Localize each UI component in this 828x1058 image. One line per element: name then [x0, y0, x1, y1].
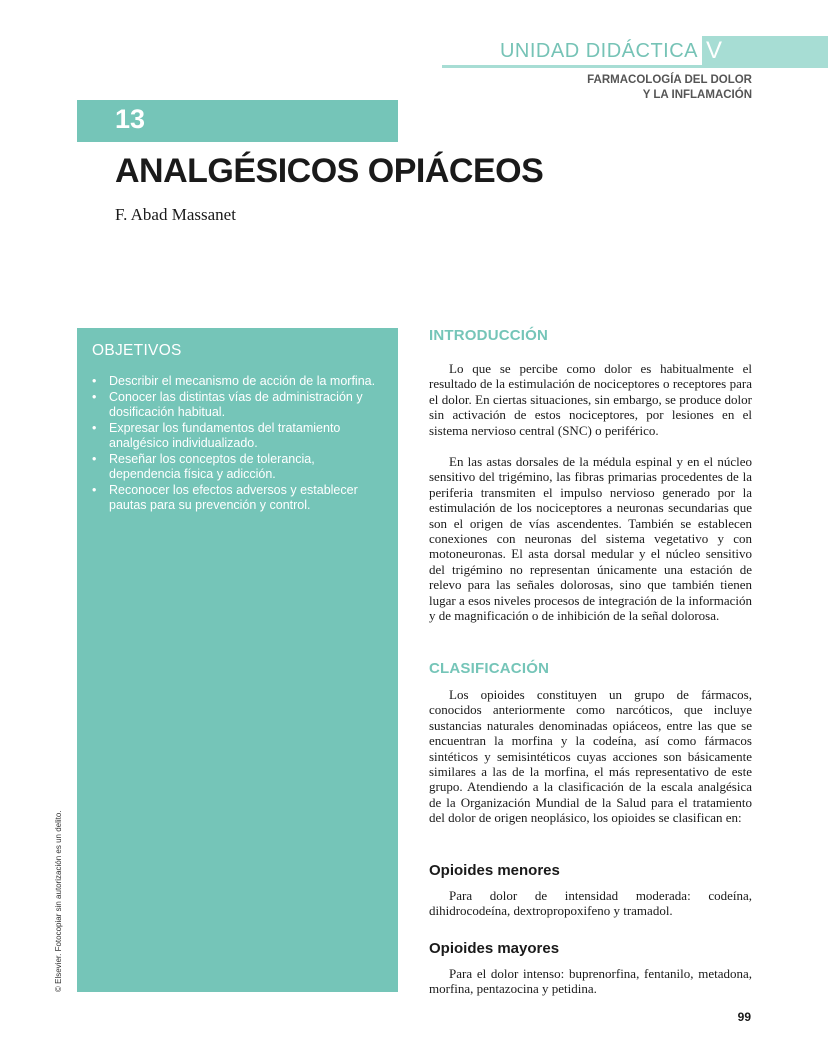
intro-paragraph-1: Lo que se percibe como dolor es habitualmente el resultado de la estimulación de nociceptores o receptores para el dolor. En ciertas situaciones, sin embargo, se produce dolor sin activación de estos nociceptores, por lesiones en el sistema nervioso central (SNC) o periférico. — [429, 361, 752, 438]
objective-item: • Conocer las distintas vías de administración y dosificación habitual. — [109, 390, 376, 421]
classification-heading: CLASIFICACIÓN — [429, 660, 550, 677]
subject-line-1: FARMACOLOGÍA DEL DOLOR — [587, 74, 752, 86]
objectives-heading: OBJETIVOS — [92, 342, 182, 359]
subject-heading — [587, 73, 752, 103]
objective-item: • Expresar los fundamentos del tratamiento analgésico individualizado. — [109, 421, 376, 452]
chapter-author: F. Abad Massanet — [115, 205, 236, 224]
chapter-number: 13 — [115, 104, 146, 134]
major-opioids-paragraph: Para el dolor intenso: buprenorfina, fentanilo, metadona, morfina, pentazocina y petidina. — [429, 966, 752, 997]
chapter-title: ANALGÉSICOS OPIÁCEOS — [115, 152, 544, 190]
unit-header — [442, 36, 828, 66]
intro-heading: INTRODUCCIÓN — [429, 327, 549, 344]
unit-number: V — [702, 36, 828, 66]
objectives-box — [77, 328, 398, 992]
major-opioids-heading: Opioides mayores — [429, 940, 560, 957]
objective-item: • Reconocer los efectos adversos y establecer pautas para su prevención y control. — [109, 483, 376, 514]
chapter-band — [77, 100, 398, 142]
objective-item: • Reseñar los conceptos de tolerancia, dependencia física y adicción. — [109, 452, 376, 483]
objectives-list — [92, 374, 376, 514]
objective-item: • Describir el mecanismo de acción de la morfina. — [109, 374, 376, 390]
page-number: 99 — [737, 1010, 751, 1024]
minor-opioids-heading: Opioides menores — [429, 862, 560, 879]
subject-line-2: Y LA INFLAMACIÓN — [642, 89, 752, 101]
copyright-note: © Elsevier. Fotocopiar sin autorización es un delito. — [54, 810, 63, 992]
classification-paragraph: Los opioides constituyen un grupo de fármacos, conocidos anteriormente como narcóticos, que incluye sustancias naturales denominadas opiáceos, entre las que se encuentran la morfina y la codeína, así como fármacos sintéticos y semisintéticos cuyas acciones son básicamente similares a las de la morfina, el más representativo de este grupo. Atendiendo a la clasificación de la escala analgésica de la Organización Mundial de la Salud para el tratamiento del dolor de origen neoplásico, los opioides se clasifican en: — [429, 687, 752, 826]
minor-opioids-paragraph: Para dolor de intensidad moderada: codeína, dihidrocodeína, dextropropoxifeno y tramadol. — [429, 888, 752, 919]
unit-rule — [442, 65, 828, 68]
intro-paragraph-2: En las astas dorsales de la médula espinal y en el núcleo sensitivo del trigémino, las fibras primarias procedentes de la periferia transmiten el impulso nervioso generado por la estimulación de los nociceptores a neuronas secundarias que son el origen de vías ascendentes. También se establecen conexiones con neuronas del sistema vegetativo y con motoneuronas. El asta dorsal medular y el núcleo sensitivo del trigémino no representan únicamente una estación de relevo para las señales dolorosas, sino que también tienen lugar a esos niveles procesos de integración de la información y de magnificación o de inhibición de la señal dolorosa. — [429, 454, 752, 624]
unit-label: UNIDAD DIDÁCTICA — [499, 40, 698, 62]
